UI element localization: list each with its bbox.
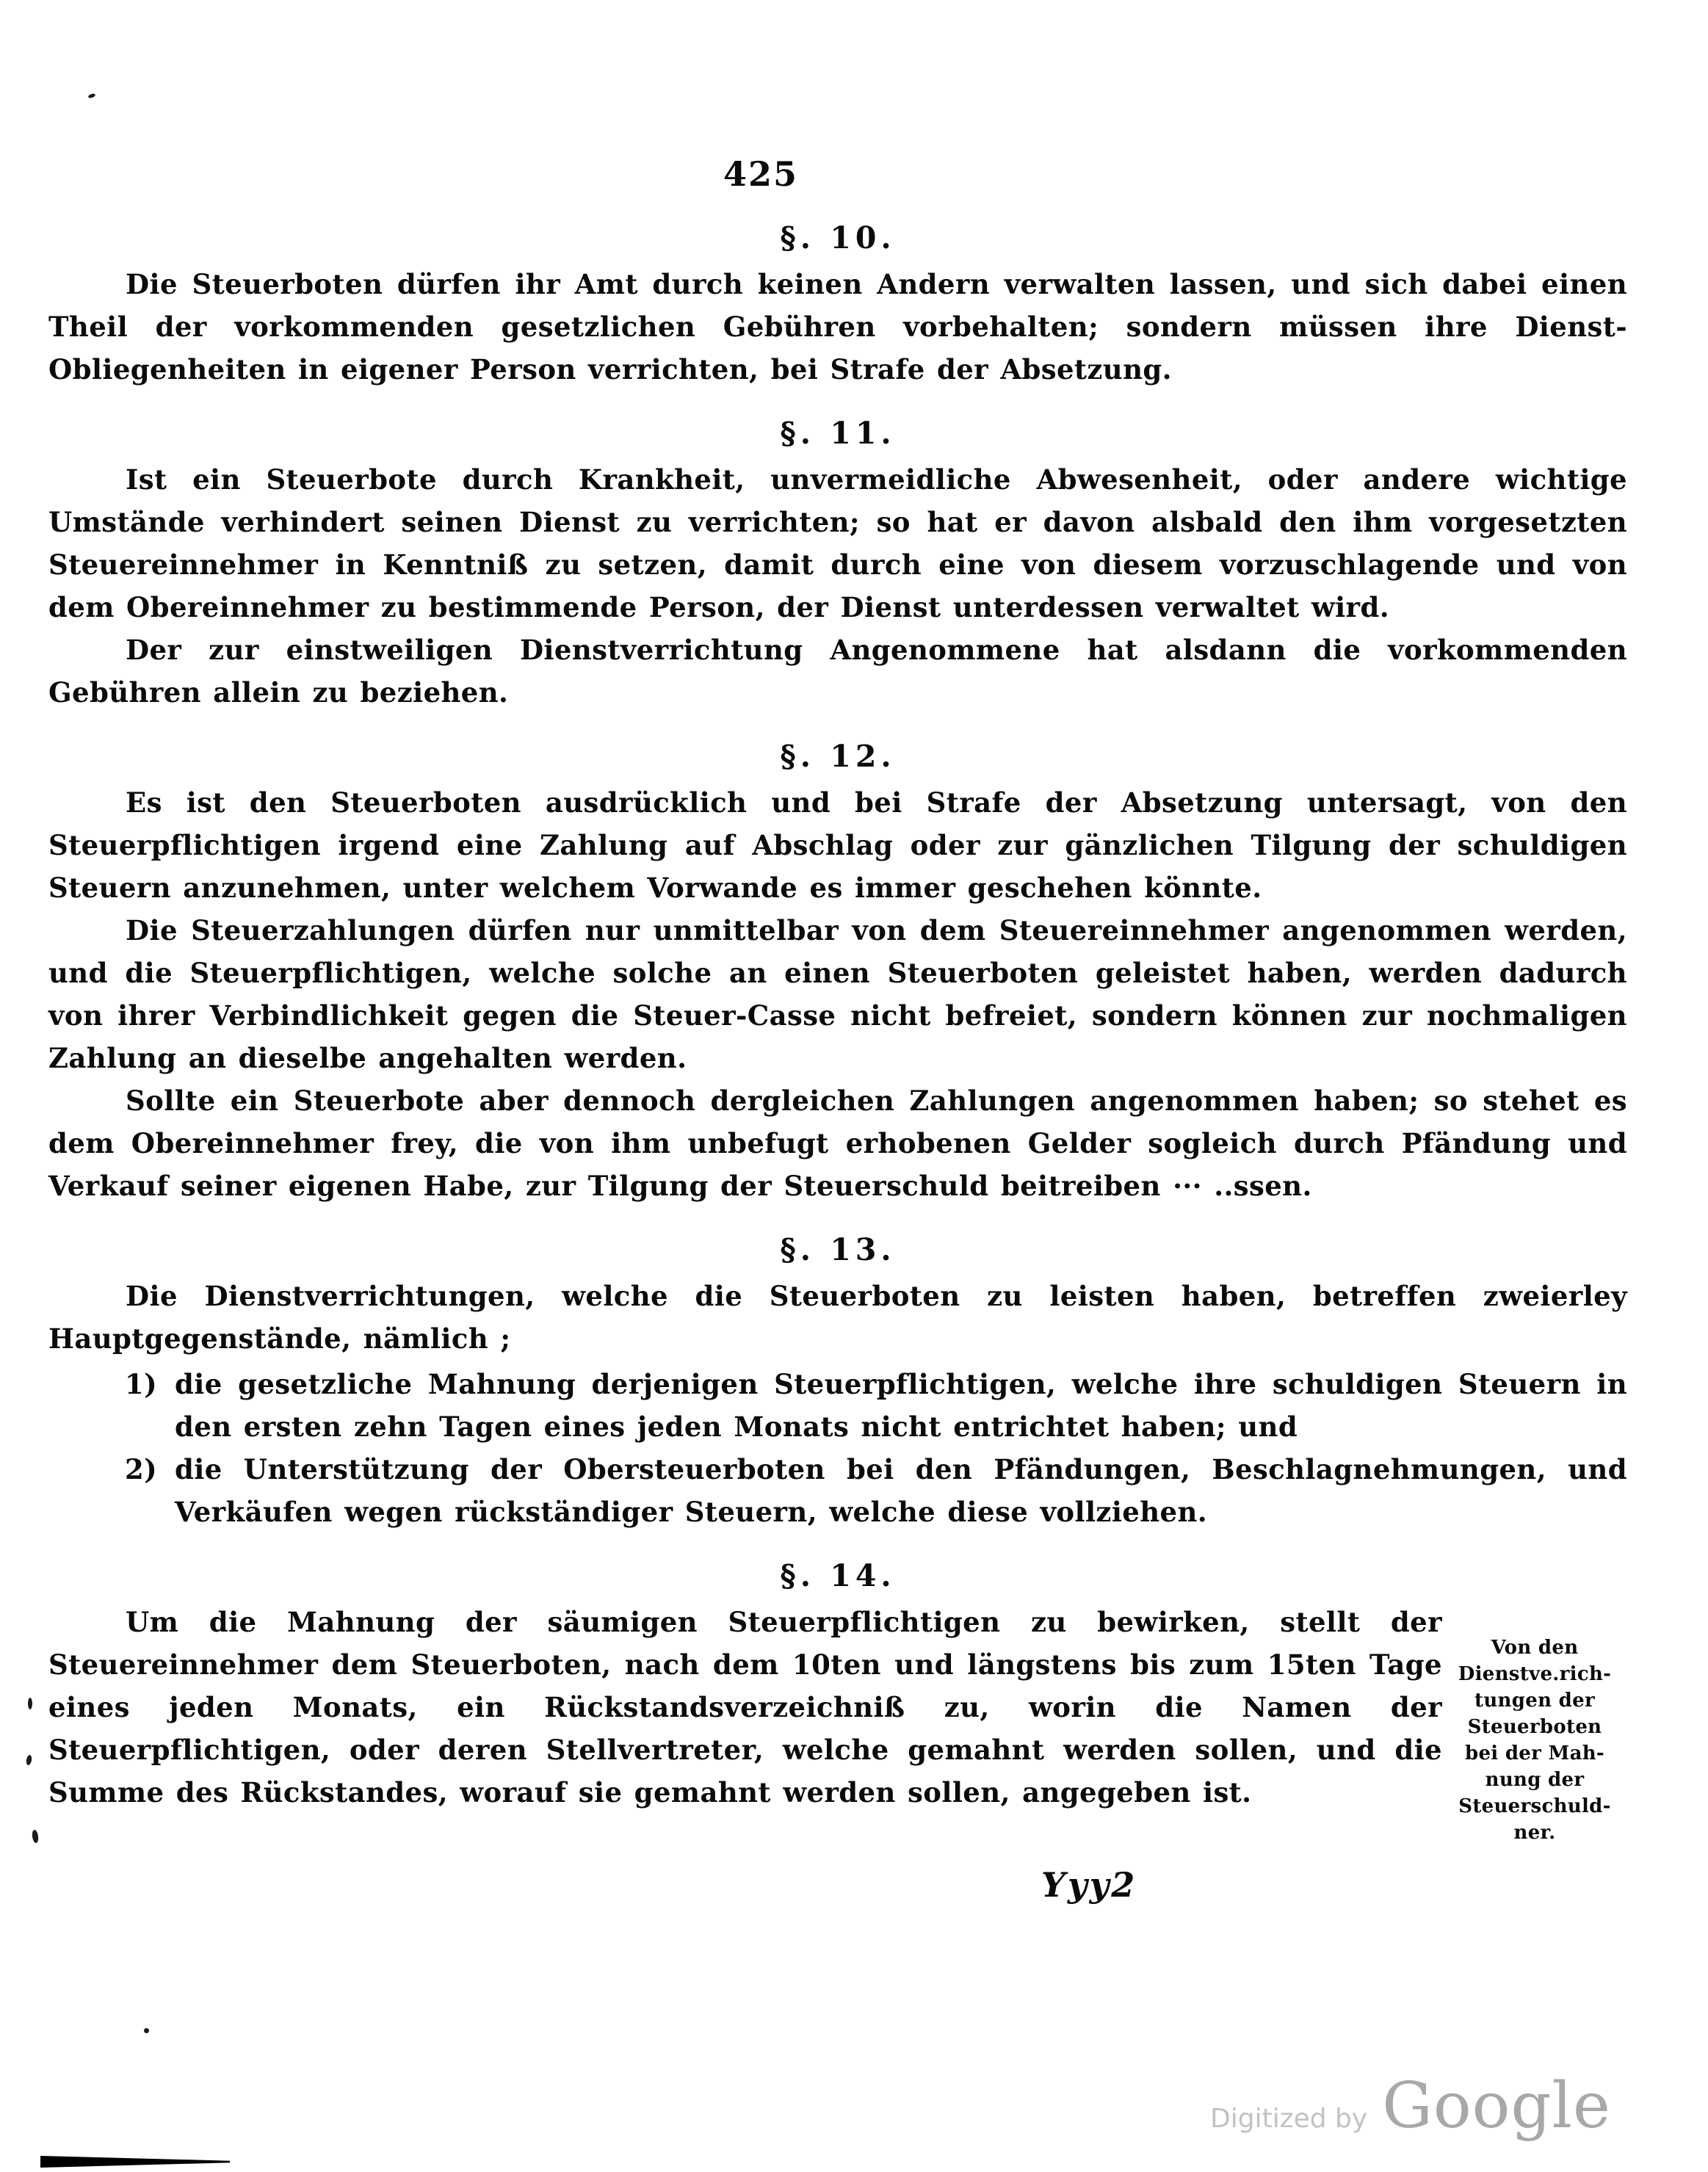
section-heading-10: §. 10.	[780, 220, 896, 256]
margin-note-line-5: bei der Mah-	[1464, 1742, 1605, 1764]
list-text-1: die gesetzliche Mahnung derjenigen Steuerpflichtigen, welche ihre schuldigen Steuern in den ersten zehn Tagen eines jeden Monats nicht entrichtet haben; und	[175, 1368, 1627, 1443]
section-heading-13: §. 13.	[780, 1232, 896, 1267]
paragraph-s10-1: Die Steuerboten dürfen ihr Amt durch keinen Andern verwalten lassen, und sich dabei einen Theil der vorkommenden gesetzlichen Gebühren vorbehalten; sondern müssen ihre Dienst-Obliegenheiten in eigener Person verrichten, bei Strafe der Absetzung.	[48, 268, 1627, 385]
list-item-1	[48, 1363, 1627, 1448]
ink-speck	[28, 1698, 32, 1709]
paragraph-s11-1: Ist ein Steuerbote durch Krankheit, unvermeidliche Abwesenheit, oder andere wichtige Umstände verhindert seinen Dienst zu verrichten; so hat er davon alsbald den ihm vorgesetzten Steuereinnehmer in Kenntniß zu setzen, damit durch eine von diesem vorzuschlagende und von dem Obereinnehmer zu bestimmende Person, der Dienst unterdessen verwaltet wird.	[48, 463, 1627, 623]
list-item-2	[48, 1448, 1627, 1533]
page-number: 425	[723, 154, 799, 194]
numbered-list	[48, 1363, 1627, 1533]
paragraph-s14-1: Um die Mahnung der säumigen Steuerpflichtigen zu bewirken, stellt der Steuereinnehmer dem Steuerboten, nach dem 10ten und längstens bis zum 15ten Tage eines jeden Monats, ein Rückstandsverzeichniß zu, worin die Namen der Steuerpflichtigen, oder deren Stellvertreter, welche gemahnt werden sollen, und die Summe des Rückstandes, worauf sie gemahnt werden sollen, angegeben ist.	[48, 1606, 1442, 1809]
watermark-prefix-text: Digitized by	[1210, 2104, 1368, 2134]
margin-note-line-2: Dienstve.rich-	[1458, 1663, 1612, 1685]
margin-note-line-7: Steuerschuld-	[1458, 1795, 1611, 1817]
margin-note-line-6: nung der	[1485, 1769, 1585, 1791]
list-text-2: die Unterstützung der Obersteuerboten bei den Pfändungen, Beschlagnehmungen, und Verkäufen wegen rückständiger Steuern, welche diese vollziehen.	[175, 1453, 1627, 1528]
ink-speck	[32, 1830, 39, 1844]
paragraph-s12-2: Die Steuerzahlungen dürfen nur unmittelbar von dem Steuereinnehmer angenommen werden, und die Steuerpflichtigen, welche solche an einen Steuerboten geleistet haben, werden dadurch von ihrer Verbindlichkeit gegen die Steuer-Casse nicht befreiet, sondern können zur nochmaligen Zahlung an dieselbe angehalten werden.	[48, 914, 1627, 1074]
section-14-body	[48, 1601, 1627, 1846]
paragraph-s12-3: Sollte ein Steuerbote aber dennoch dergleichen Zahlungen angenommen haben; so stehet es dem Obereinnehmer frey, die von ihm unbefugt erhobenen Gelder sogleich durch Pfändung und Verkauf seiner eigenen Habe, zur Tilgung der Steuerschuld beitreiben ··· ..ssen.	[48, 1085, 1627, 1202]
paragraph-s13-1: Die Dienstverrichtungen, welche die Steuerboten zu leisten haben, betreffen zweierley Hauptgegenstände, nämlich ;	[48, 1280, 1627, 1355]
page-content	[48, 220, 1627, 1846]
ink-speck	[144, 2028, 149, 2033]
scan-edge-artifact	[40, 2156, 230, 2168]
section-heading-12: §. 12.	[780, 739, 896, 774]
ink-speck	[87, 93, 95, 98]
paragraph-s12-1: Es ist den Steuerboten ausdrücklich und bei Strafe der Absetzung untersagt, von den Steuerpflichtigen irgend eine Zahlung auf Abschlag oder zur gänzlichen Tilgung der schuldigen Steuern anzunehmen, unter welchem Vorwande es immer geschehen könnte.	[48, 786, 1627, 904]
list-marker-1: 1)	[125, 1368, 158, 1400]
section-heading-11: §. 11.	[780, 416, 896, 451]
ink-speck	[26, 1754, 32, 1765]
margin-note	[1442, 1601, 1627, 1846]
paragraph-s11-2: Der zur einstweiligen Dienstverrichtung Angenommene hat alsdann die vorkommenden Gebühren allein zu beziehen.	[48, 634, 1627, 709]
google-watermark	[1210, 2069, 1611, 2143]
margin-note-line-8: ner.	[1513, 1822, 1556, 1844]
margin-note-line-1: Von den	[1491, 1637, 1579, 1659]
margin-note-line-3: tungen der	[1474, 1690, 1595, 1712]
section-heading-14: §. 14.	[780, 1558, 896, 1593]
printer-signature-mark: Yyy2	[1041, 1865, 1137, 1905]
margin-note-line-4: Steuerboten	[1467, 1716, 1602, 1738]
list-marker-2: 2)	[125, 1453, 158, 1485]
google-logo-text: Google	[1382, 2069, 1611, 2143]
